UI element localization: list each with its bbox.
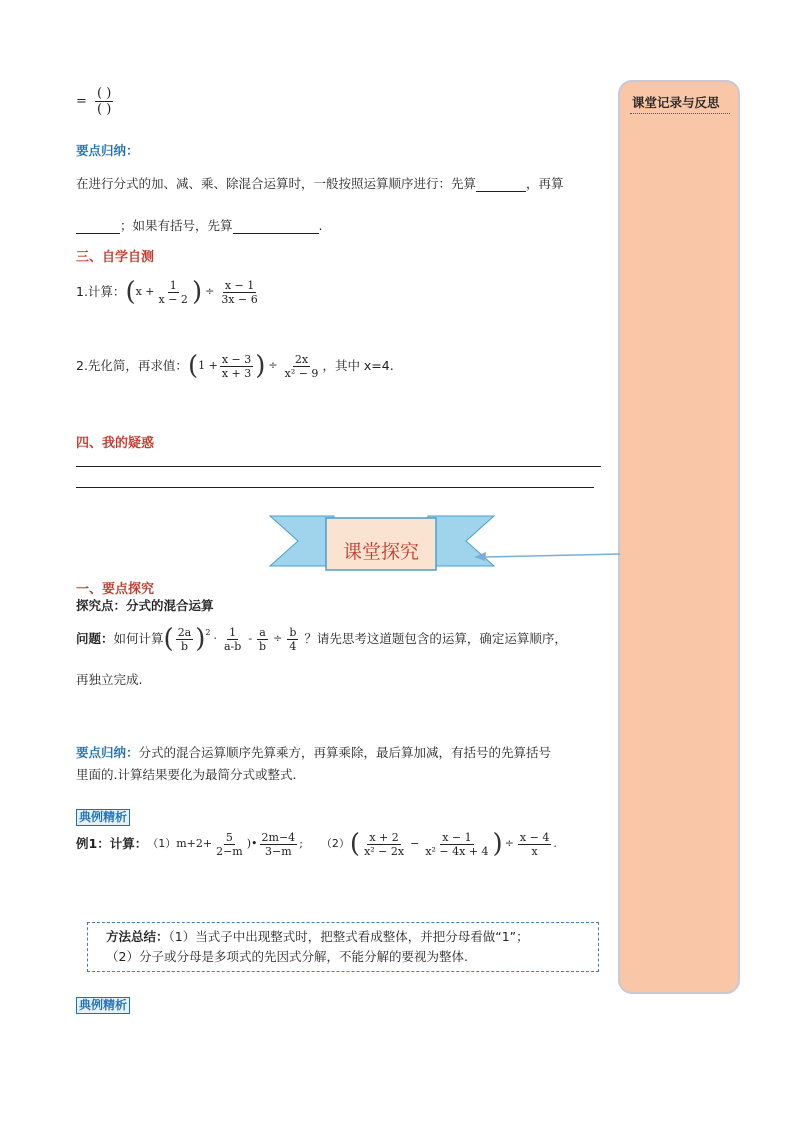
question-1: 1.计算： ( x + $\frac{1}{x - 2}$ ) ÷ $\frac{x - 1}{3x - 6}$ (76, 277, 258, 307)
section-title-exploration: 一、要点探究 (76, 582, 155, 597)
problem: 问题： 如何计算 ( $\frac{2a}{b}$ ) 2 · $\frac{1}{a-b}$ - $\frac{a}{b}$ ÷ $\frac{b}{4}$ ？请先思考这道题包含的运算，确定运算顺序， (76, 624, 567, 654)
method-summary-box (87, 922, 599, 972)
key-summary-text: 在进行分式的加、减、乘、除混合运算时，一般按照运算顺序进行：先算 ，再算 (76, 176, 564, 191)
blank-fraction: = $\frac{( )}{( )}$ (76, 86, 112, 117)
exploration-subtitle: 探究点：分式的混合运算 (76, 598, 214, 613)
key-summary-text-2: ；如果有括号，先算 . (76, 218, 323, 234)
notes-sidebar (618, 80, 740, 994)
section-title-self-test: 三、自学自测 (76, 250, 155, 265)
example-badge: 典例精析 (76, 806, 130, 826)
question-2: 2.先化简，再求值： ( 1 + $\frac{x - 3}{x + 3}$ ) ÷ $\frac{2x}{\text{x² − 9}}$ ，其中 x=4. (76, 351, 394, 381)
key-summary-2: 要点归纳：分式的混合运算顺序先算乘方，再算乘除，最后算加减，有括号的先算括号 (76, 745, 552, 760)
answer-line-2 (76, 487, 594, 488)
method-line-1: 方法总结：（1）当式子中出现整式时，把整式看成整体，并把分母看做“1”； (106, 929, 529, 944)
key-summary-2-line-2: 里面的.计算结果要化为最简分式或整式. (76, 767, 297, 782)
sidebar-title-underline (630, 113, 730, 114)
arrow-line (470, 545, 622, 565)
sidebar-title: 课堂记录与反思 (632, 95, 720, 110)
banner-label: 课堂探究 (342, 541, 419, 563)
problem-line-2: 再独立完成. (76, 672, 143, 687)
example-badge-2: 典例精析 (76, 994, 130, 1014)
section-title-questions: 四、我的疑惑 (76, 436, 155, 451)
example-1: 例1：计算： （1） m+2+ $\frac{5}{2-m}$ ) • $\frac{2m-4}{3-m}$ ; （2） ( $\frac{x + 2}{\text{x² − 2x}}$ − $\frac{x - 1}{\text{x² − 4x + 4}}$ ) ÷ $\frac{x - 4}{x}$ . (76, 829, 557, 859)
banner-left-ribbon (270, 516, 334, 566)
key-summary-label: 要点归纳： (76, 143, 139, 158)
method-line-2: （2）分子或分母是多项式的先因式分解，不能分解的要视为整体. (106, 949, 468, 964)
answer-line-1 (76, 466, 601, 467)
arrow-head-icon (474, 552, 486, 561)
